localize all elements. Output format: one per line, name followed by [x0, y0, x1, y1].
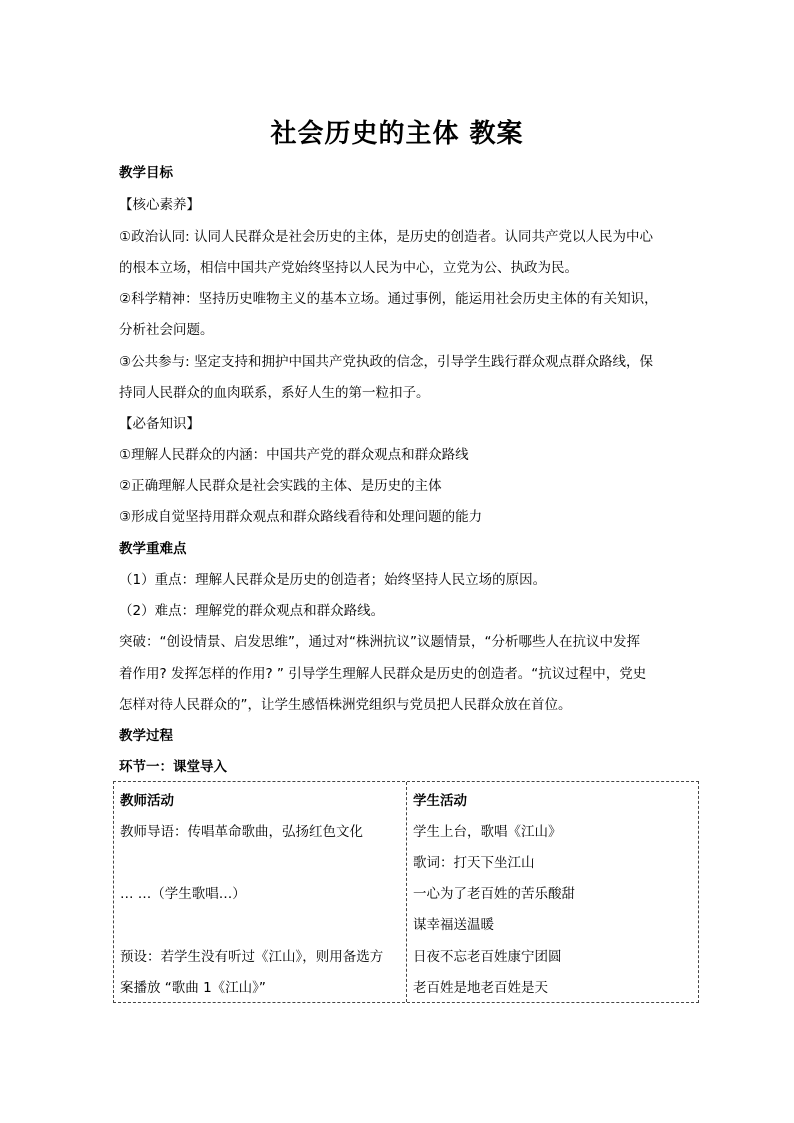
document-title: 社会历史的主体 教案 — [270, 119, 524, 149]
teacher-activity-line: … …（学生歌唱…） — [120, 886, 246, 902]
core-line: 的根本立场，相信中国共产党始终坚持以人民为中心，立党为公、执政为民。 — [119, 260, 578, 276]
core-line: 分析社会问题。 — [119, 322, 214, 338]
student-activity-line: 老百姓是地老百姓是天 — [413, 980, 548, 996]
core-literacy-heading: 【核心素养】 — [119, 197, 200, 213]
teacher-activity-line: 预设：若学生没有听过《江山》，则用备选方 — [120, 949, 384, 965]
student-activity-line: 日夜不忘老百姓康宁团圆 — [413, 949, 562, 965]
section-heading: 环节一：课堂导入 — [119, 759, 227, 775]
student-activity-line: 一心为了老百姓的苦乐酸甜 — [413, 886, 575, 902]
key-point-line: 着作用? 发挥怎样的作用? ” 引导学生理解人民群众是历史的创造者。“抗议过程中，党史 — [119, 666, 647, 682]
key-point-line: 突破：“创设情景、启发思维”，通过对“株洲抗议”议题情景，“分析哪些人在抗议中发挥 — [119, 634, 640, 650]
knowledge-line: ②正确理解人民群众是社会实践的主体、是历史的主体 — [119, 478, 442, 494]
knowledge-line: ①理解人民群众的内涵：中国共产党的群众观点和群众路线 — [119, 447, 469, 463]
core-line: ③公共参与: 坚定支持和拥护中国共产党执政的信念，引导学生践行群众观点群众路线，保 — [119, 354, 653, 370]
key-point-line: 怎样对待人民群众的”，让学生感悟株洲党组织与党员把人民群众放在首位。 — [119, 697, 572, 713]
key-point-line: （2）难点：理解党的群众观点和群众路线。 — [119, 603, 385, 619]
core-line: ②科学精神：坚持历史唯物主义的基本立场。通过事例，能运用社会历史主体的有关知识， — [119, 291, 658, 307]
core-line: 持同人民群众的血肉联系，系好人生的第一粒扣子。 — [119, 385, 430, 401]
knowledge-line: ③形成自觉坚持用群众观点和群众路线看待和处理问题的能力 — [119, 509, 483, 525]
teacher-activity-header: 教师活动 — [120, 793, 174, 809]
knowledge-heading: 【必备知识】 — [119, 416, 200, 432]
teacher-activity-line: 案播放 “歌曲 1《江山》” — [120, 980, 266, 996]
key-points-heading: 教学重难点 — [119, 541, 187, 557]
teacher-activity-line: 教师导语：传唱革命歌曲，弘扬红色文化 — [120, 824, 363, 840]
table-divider — [406, 782, 407, 1002]
process-heading: 教学过程 — [119, 728, 173, 744]
goals-heading: 教学目标 — [119, 165, 173, 181]
student-activity-line: 谋幸福送温暖 — [413, 917, 494, 933]
core-line: ①政治认同: 认同人民群众是社会历史的主体，是历史的创造者。认同共产党以人民为中心 — [119, 229, 653, 245]
student-activity-line: 学生上台，歌唱《江山》 — [413, 824, 562, 840]
student-activity-header: 学生活动 — [413, 793, 467, 809]
student-activity-line: 歌词：打天下坐江山 — [413, 855, 535, 871]
activity-table — [113, 781, 699, 1003]
key-point-line: （1）重点：理解人民群众是历史的创造者；始终坚持人民立场的原因。 — [119, 572, 547, 588]
